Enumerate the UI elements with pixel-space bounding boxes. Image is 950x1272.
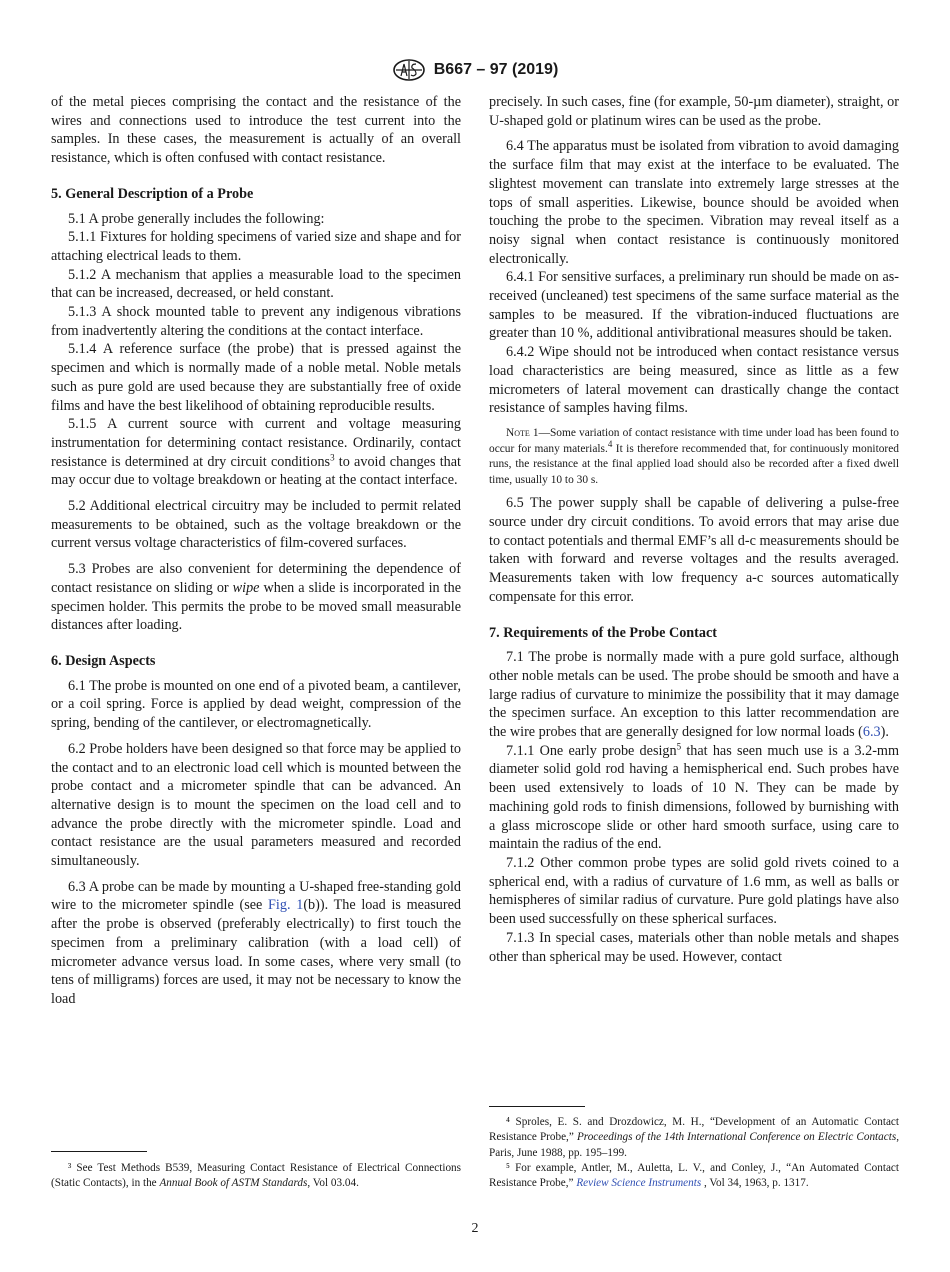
paragraph-5-3: 5.3 Probes are also convenient for determining the dependence of contact resistance on sliding or wipe when a slide is incorporated in the specimen holder. This permits the probe to be moved small measurable distances after loading. xyxy=(51,561,461,634)
section-6-3-link[interactable]: 6.3 xyxy=(862,724,881,741)
paragraph-6-5: 6.5 The power supply shall be capable of delivering a pulse-free source under dry circuit conditions. To avoid errors that may arise due to contact potentials and thermal EMF’s all d-c measurements should be taken with forward and reverse voltages and the results averaged. Measurements taken with low frequency a-c sources automatically compensate for this error. xyxy=(489,495,899,605)
paragraph-6-2: 6.2 Probe holders have been designed so that force may be applied to the contact and to an electronic load cell which is mounted between the probe contact and a micrometer spindle that can be advanced. An alternative design is to mount the specimen on the load cell and to advance the probe directly with the micrometer spindle. Load and contact resistance are the usual parameters measured and recorded simultaneously. xyxy=(51,740,461,870)
note-1: Note 1—Some variation of contact resistance with time under load has been found to occur for many materials.$^4$ It is therefore recommended that, for continuously monitored runs, the resistance at the final applied load should also be recorded after a fixed dwell time, usually 10 to 30 s. xyxy=(489,426,900,486)
right-footnotes xyxy=(489,1106,899,1191)
section-heading-6: 6. Design Aspects xyxy=(51,652,156,669)
paragraph-5-1: 5.1 A probe generally includes the following: xyxy=(68,210,325,227)
footnote-ref-3: 3 xyxy=(330,451,335,462)
paragraph: precisely. In such cases, fine (for example, 50-µm diameter), straight, or U-shaped gold or platinum wires can be used as the probe. xyxy=(489,94,899,129)
paragraph-5-1-1: 5.1.1 Fixtures for holding specimens of varied size and shape and for attaching electrical leads to them. xyxy=(51,229,461,264)
paragraph-7-1-2: 7.1.2 Other common probe types are solid gold rivets coined to a spherical end, with a radius of curvature of 1.6 mm, as well as balls or hemispheres of similar radius of curvature. Pure gold platings have also been used successfully on these spherical surfaces. xyxy=(489,854,899,928)
section-heading-7: 7. Requirements of the Probe Contact xyxy=(489,624,718,641)
paragraph-5-1-4: 5.1.4 A reference surface (the probe) that is pressed against the specimen and which is normally made of a noble metal. Noble metals such as pure gold are used because they are substantially free of oxide films and have the best likelihood of obtaining reproducible results. xyxy=(51,341,461,414)
paragraph-6-4-1: 6.4.1 For sensitive surfaces, a preliminary run should be made on as-received (uncleaned) test specimens of the same surface material as the samples to be measured. If the vibration-induced fluctuations are greater than 10 %, additional antivibrational measures should be taken. xyxy=(489,269,899,342)
page-number: 2 xyxy=(471,1221,479,1236)
paragraph-5-1-2: 5.1.2 A mechanism that applies a measurable load to the specimen that can be increased, decreased, or held constant. xyxy=(51,266,461,302)
footnote-divider xyxy=(489,1106,585,1107)
paragraph-5-1-3: 5.1.3 A shock mounted table to prevent any indigenous vibrations from inadvertently altering the conditions at the contact interface. xyxy=(51,304,461,339)
footnote-divider xyxy=(51,1151,147,1152)
paragraph-7-1: 7.1 The probe is normally made with a pure gold surface, although other noble metals can be used. The probe should be smooth and have a large radius of curvature to minimize the possibility that it may damage the specimen surface. An exception to this latter recommendation are the wire probes that are generally designed for low normal loads (6.3). xyxy=(489,649,899,741)
paragraph-5-1-5: 5.1.5 A current source with current and voltage measuring instrumentation for determining contact resistance. Ordinarily, contact resistance is determined at dry circuit conditions$^3$ to avoid changes that may occur due to voltage breakdown or heating at the contact interface. xyxy=(51,416,461,489)
paragraph-6-1: 6.1 The probe is mounted on one end of a pivoted beam, a cantilever, or a coil spring. Force is applied by dead weight, compression of the spring, bending of the cantilever, or electromagnetically. xyxy=(51,677,461,732)
document-id: B667 – 97 (2019) xyxy=(433,61,559,78)
journal-link[interactable]: Review Science Instruments xyxy=(576,1177,702,1190)
paragraph-6-4: 6.4 The apparatus must be isolated from vibration to avoid damaging the surface film that may exist at the interface to be evaluated. The slightest movement can translate into extremely large stresses at the tops of small asperities. Likewise, bounce should be avoided when touching the probe to the specimen. Vibration may reveal itself as a noisy signal when contact resistance is continuously monitored electronically. xyxy=(489,138,899,267)
footnote-ref-4: 4 xyxy=(607,438,613,449)
paragraph-7-1-3: 7.1.3 In special cases, materials other than noble metals and shapes other than spherical may be used. However, contact xyxy=(489,929,899,965)
paragraph-7-1-1: 7.1.1 One early probe design$^5$ that has seen much use is a 3.2-mm diameter solid gold rod having a hemispherical end. Such probes have been used extensively to loads of 10 N. They can be made by machining gold rods to finish dimensions, followed by burnishing with a glass microscope slide or other hard smooth surface, using care to maintain the radius of the end. xyxy=(489,741,899,853)
paragraph-6-4-2: 6.4.2 Wipe should not be introduced when contact resistance versus load characteristics are being measured, since as little as a few micrometers of lateral movement can drastically change the contact resistance of samples having films. xyxy=(489,344,899,417)
footnote-ref-5: 5 xyxy=(676,741,682,752)
right-column xyxy=(489,93,899,966)
page-header xyxy=(0,58,950,82)
left-footnotes xyxy=(51,1151,461,1192)
footnote-4: ⁴ Sproles, E. S. and Drozdowicz, M. H., “Development of an Automatic Contact Resistance Probe,” Proceedings of the 14th International Conference on Electric Contacts, Paris, June 1988, pp. 195–199. xyxy=(489,1116,899,1159)
astm-logo-icon xyxy=(392,59,426,81)
footnote-3: ³ See Test Methods B539, Measuring Contact Resistance of Electrical Connections (Static Contacts), in the Annual Book of ASTM Standards, Vol 03.04. xyxy=(51,1162,461,1190)
paragraph-5-2: 5.2 Additional electrical circuitry may be included to permit related measurements to be obtained, such as the voltage breakdown or the current versus voltage characteristics of film-covered surfaces. xyxy=(51,498,461,552)
paragraph: of the metal pieces comprising the contact and the resistance of the wires and connections used to introduce the test current into the samples. In these cases, the measurement is actually of an overall resistance, which is often confused with contact resistance. xyxy=(51,94,461,167)
paragraph-6-3: 6.3 A probe can be made by mounting a U-shaped free-standing gold wire to the micrometer spindle (see Fig. 1(b)). The load is measured after the probe is observed (preferably electrically) to first touch the specimen from a preliminary calibration (with a load cell) of micrometer advance versus load. In some cases, where very small (to tens of milligrams) forces are used, it may not be necessary to know the load xyxy=(51,878,461,1007)
footnote-5: ⁵ For example, Antler, M., Auletta, L. V., and Conley, J., “An Automated Contact Resistance Probe,” Review Science Instruments , Vol 34, 1963, p. 1317. xyxy=(489,1161,899,1190)
figure-1-link[interactable]: Fig. 1 xyxy=(268,897,304,914)
section-heading-5: 5. General Description of a Probe xyxy=(51,185,254,202)
left-column xyxy=(51,93,461,1009)
